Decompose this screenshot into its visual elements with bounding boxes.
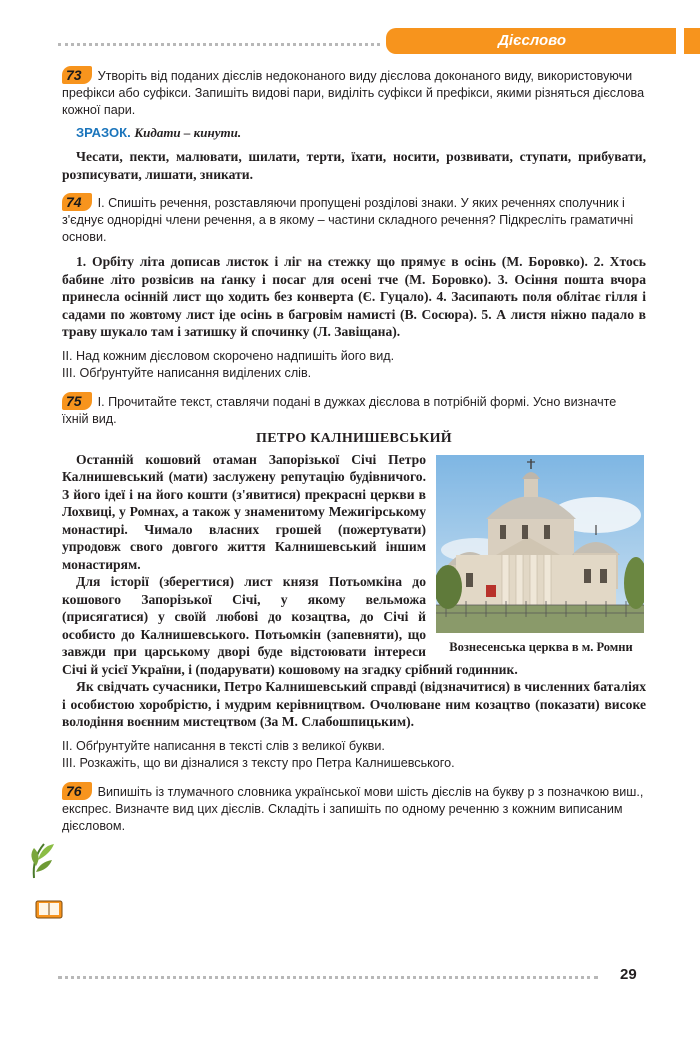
section-title: Дієслово [498, 32, 566, 49]
task-number-badge: 74 [62, 193, 92, 211]
task-number-badge: 73 [62, 66, 92, 84]
task-74-sentences: 1. Орбіту літа дописав листок і ліг на стежку що прямує в осінь (М. Боровко). 2. Хтось бабине літо розвісив на ґанку і посаг для осені тче (М. Боровко). 3. Осіння пошта вчора принесла осінній лист що ходить без конверта (Є. Гуцало). 4. Засипають поля облітає гілля і садами по жовтому лист іде осінь в багровім намисті (В. Сосюра). 5. А листя ніжно падало в траву шукало там і затишку й спочинку (Л. Завіщана). [62, 254, 646, 339]
page-number: 29 [620, 966, 637, 983]
sample-line [76, 125, 646, 141]
text-paragraph-3: Як свідчать сучасники, Петро Калнишевський справді (відзначитися) в численних баталіях і особистою хоробрістю, і мудрим керівництвом. Очолюване ним козацтво (показати) високе володіння воєнним мистецтвом (За М. Слабошпицьким). [62, 679, 646, 729]
task-74-part-2: ІІ. Над кожним дієсловом скорочено надпишіть його вид. [62, 348, 395, 363]
task-76 [62, 782, 646, 835]
text-paragraph-1: Останній кошовий отаман Запорізької Січі Петро Калнишевський (мати) заслужену репутацію будівничого. З його ідеї і на його кошти (з'явитися) прекрасні церкви в Лохвиці, у Ромнах, а також у знаменитому Межигірському монастирі. Чимало власних грошей (пожертувати) упродовж свого довгого життя Калнишевський іншим монастирям. [62, 451, 426, 572]
sample-label: ЗРАЗОК. [76, 125, 131, 140]
leaf-icon [28, 838, 58, 882]
section-tab [386, 28, 676, 54]
text-paragraph-2: Для історії (зберегтися) лист князя Потьомкіна до кошового Запорізької Січі, у якому вельможа (присягатися) у своїй любові до козацтва, до Січі й особисто до Калнишевського. Потьомкін (запевняти), що завжди при царському дворі буде відстоювати інтереси Січі й усієї України, і (подарувати) кошовому на згадку срібний годинник. [62, 574, 518, 677]
task-number-badge: 76 [62, 782, 92, 800]
task-75 [62, 392, 646, 428]
header-dotted-rule [58, 43, 380, 46]
photo-caption: Вознесенська церква в м. Ромни [449, 639, 633, 654]
page-content [62, 66, 646, 835]
task-73 [62, 66, 646, 119]
task-74 [62, 193, 646, 246]
task-75-part-3: ІІІ. Розкажіть, що ви дізналися з тексту про Петра Калнишевського. [62, 755, 455, 770]
text-title: ПЕТРО КАЛНИШЕВСЬКИЙ [256, 430, 452, 446]
book-icon [35, 898, 63, 920]
task-75-text: І. Прочитайте текст, ставлячи подані в дужках дієслова в потрібній формі. Усно визначте їхній вид. [62, 394, 617, 426]
task-73-words: Чесати, пекти, малювати, шилати, терти, їхати, носити, розвивати, ступати, прибувати, розписувати, лишати, зникати. [62, 149, 646, 182]
task-number-badge: 75 [62, 392, 92, 410]
church-photo [436, 455, 644, 633]
task-75-part-2: ІІ. Обґрунтуйте написання в тексті слів з великої букви. [62, 738, 385, 753]
footer-dotted-rule [58, 976, 598, 979]
task-76-text: Випишіть із тлумачного словника української мови шість дієслів на букву р з позначкою виш., експрес. Визначте вид цих дієслів. Складіть і запишіть по одному реченню з кожним виписаним дієсловом. [62, 784, 644, 833]
church-figure [436, 455, 646, 655]
sample-text: Кидати – кинути. [134, 125, 242, 140]
task-73-text: Утворіть від поданих дієслів недоконаного виду дієслова доконаного виду, використовуючи префікси або суфікси. Запишіть видові пари, виділіть суфікси й префікси, якими різняться дієслова кожної пари. [62, 69, 645, 117]
task-74-part-3: ІІІ. Обґрунтуйте написання виділених слів. [62, 365, 312, 380]
header-edge-bar [684, 28, 700, 54]
task-74-text: І. Спишіть речення, розставляючи пропущені розділові знаки. У яких реченнях сполучник і з'єднує однорідні члени речення, а в якому – частини складного речення? Підкресліть граматичні основи. [62, 196, 634, 244]
